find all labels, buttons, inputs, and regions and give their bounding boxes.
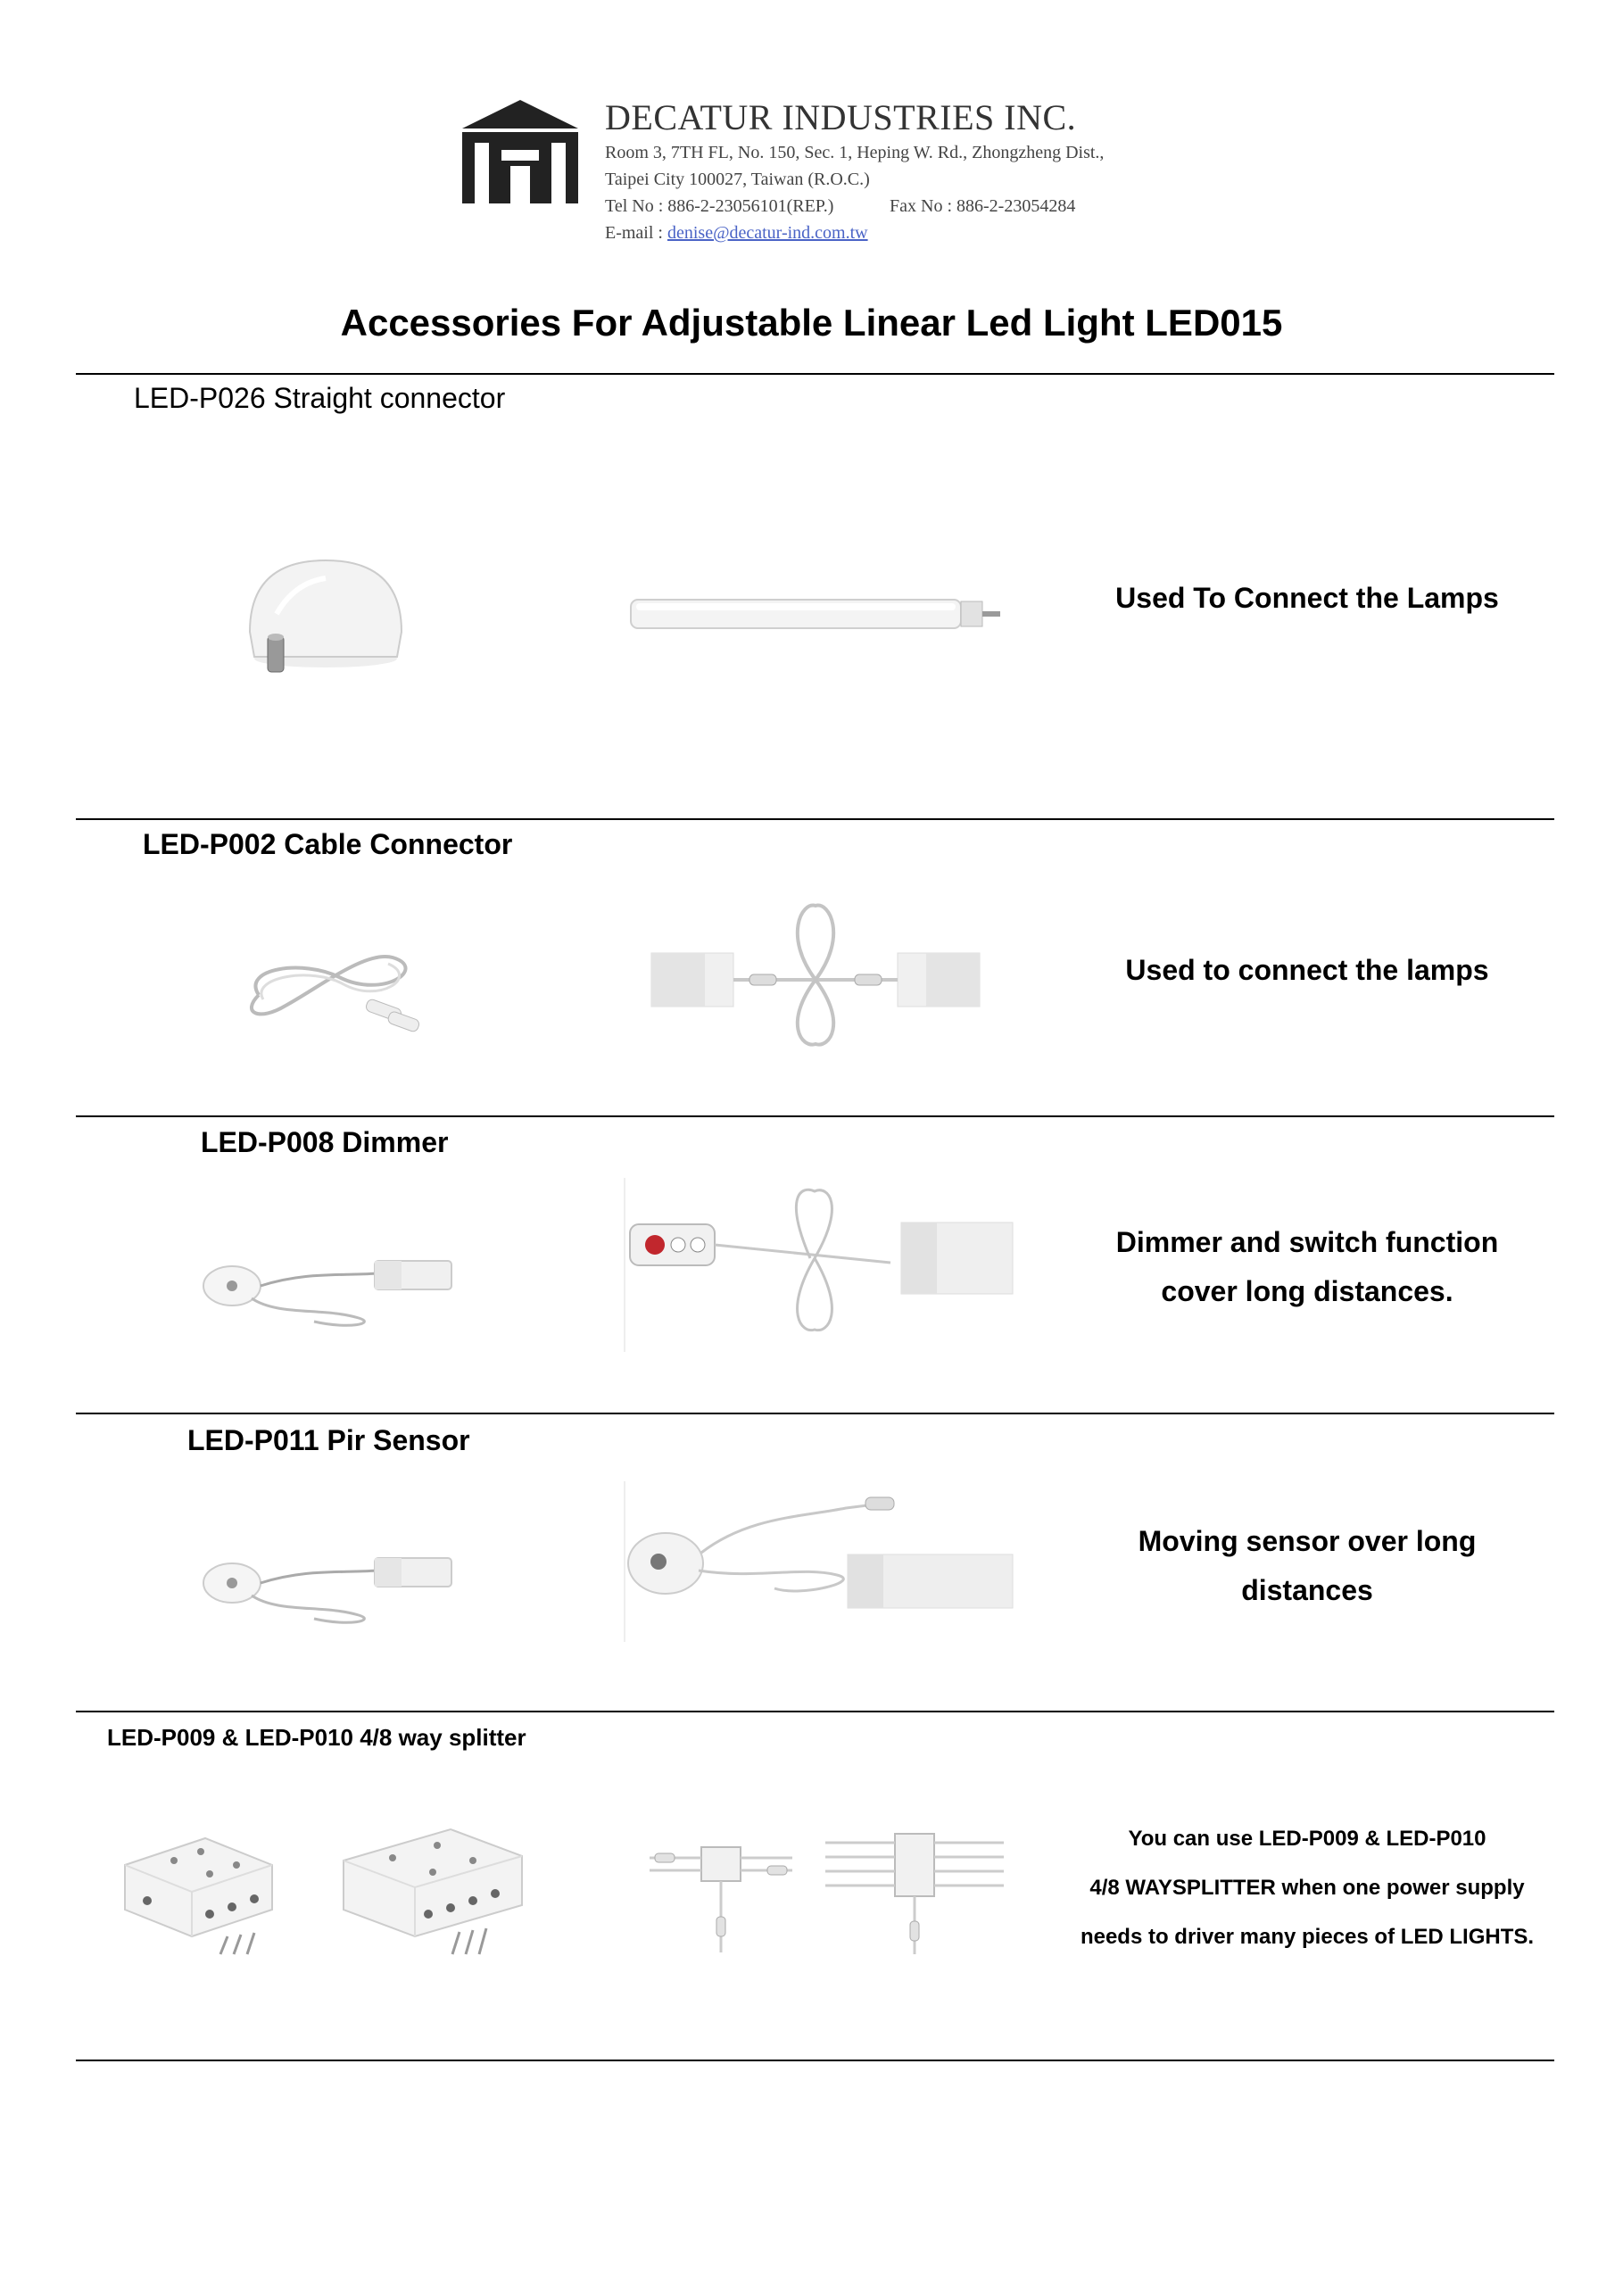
description-line: Moving sensor over long [1138,1525,1477,1557]
section-description [1062,1517,1553,1615]
company-logo [462,100,578,203]
four-way-splitter-wiring-image [650,1838,792,1954]
tel-number: Tel No : 886-2-23056101(REP.) [605,196,834,216]
fax-number: Fax No : 886-2-23054284 [890,196,1076,216]
pir-sensor-connection-image [623,1481,1015,1642]
description-line: cover long distances. [1161,1275,1453,1307]
email-line [605,223,868,244]
section-description [1062,574,1553,623]
divider [76,1413,1554,1414]
company-name: DECATUR INDUSTRIES INC. [605,97,1077,137]
section-title: LED-P008 Dimmer [201,1126,449,1158]
eight-way-splitter-image [339,1820,526,1954]
cable-connector-image [232,950,419,1031]
divider [76,818,1554,820]
pir-sensor-kit-image [198,1551,457,1631]
section-description [1062,946,1553,995]
section-title: LED-P002 Cable Connector [143,828,513,860]
email-link[interactable]: denise@decatur-ind.com.tw [667,223,868,243]
description-line: Used To Connect the Lamps [1115,582,1499,614]
description-line: distances [1241,1574,1373,1606]
eight-way-splitter-wiring-image [825,1825,1004,1954]
four-way-splitter-image [120,1829,294,1954]
section-title: LED-P009 & LED-P010 4/8 way splitter [107,1724,526,1751]
divider [76,373,1554,375]
section-description [1053,1814,1561,1961]
straight-connector-image [241,551,410,676]
section-description [1062,1218,1553,1316]
divider [76,1711,1554,1712]
dimmer-kit-image [198,1254,457,1334]
section-title: LED-P011 Pir Sensor [187,1424,470,1456]
address-line-2: Taipei City 100027, Taiwan (R.O.C.) [605,170,870,189]
section-title: LED-P026 Straight connector [134,382,506,414]
divider [76,1115,1554,1117]
email-label: E-mail : [605,223,667,243]
cable-connection-image [650,901,981,1044]
description-line: Used to connect the lamps [1125,954,1489,986]
description-line: Dimmer and switch function [1115,1226,1499,1258]
divider [76,2060,1554,2061]
address-line-1: Room 3, 7TH FL, No. 150, Sec. 1, Heping W. Rd., Zhongzheng Dist., [605,143,1105,162]
description-line: needs to driver many pieces of LED LIGHTS. [1080,1925,1535,1949]
dimmer-connection-image [623,1178,1015,1352]
description-line: 4/8 WAYSPLITTER when one power supply [1089,1876,1525,1900]
description-line: You can use LED-P009 & LED-P010 [1128,1827,1486,1851]
document-title: Accessories For Adjustable Linear Led Light LED015 [340,302,1283,344]
linear-lamp-image [629,596,1004,632]
